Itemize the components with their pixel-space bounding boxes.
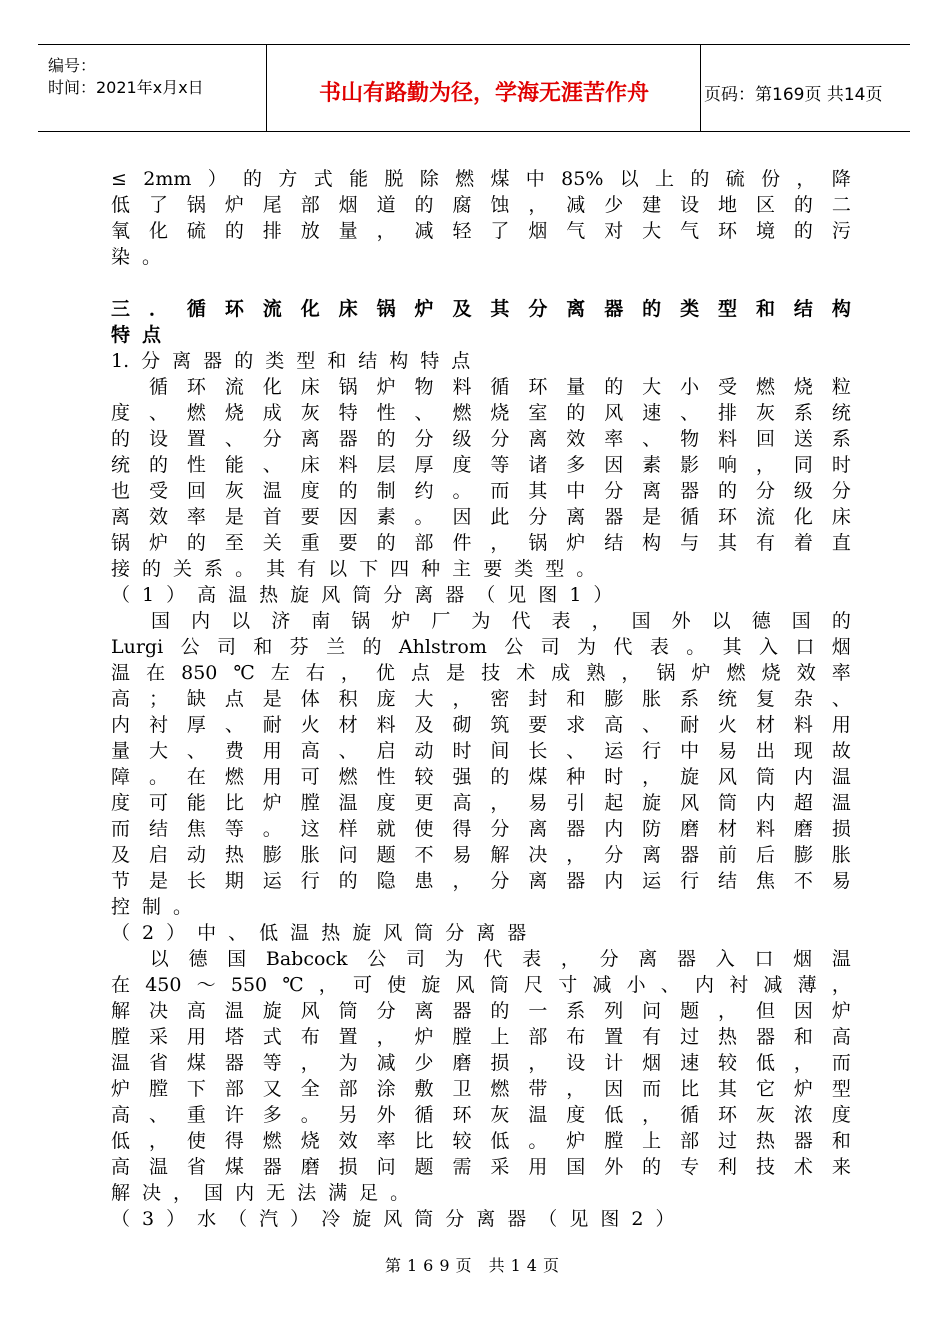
- header-page-label: 页码：第169页 共14页: [704, 85, 883, 105]
- text-line: 循 环 流 化 床 锅 炉 物 料 循 环 量 的 大 小 受 燃 烧 粒: [148, 376, 851, 398]
- text-line: 在 450 ～ 550 ℃ ， 可 使 旋 风 筒 尺 寸 减 小 、 内 衬 减 薄 ，: [111, 974, 851, 996]
- text-line: 1. 分 离 器 的 类 型 和 结 构 特 点: [111, 350, 471, 372]
- text-line: 高 温 省 煤 器 磨 损 问 题 需 采 用 国 外 的 专 利 技 术 来: [111, 1156, 851, 1178]
- text-line: 低 ， 使 得 燃 烧 效 率 比 较 低 。 炉 膛 上 部 过 热 器 和: [111, 1130, 851, 1152]
- text-line: 接 的 关 系 。 其 有 以 下 四 种 主 要 类 型 。: [111, 558, 596, 580]
- text-line: 也 受 回 灰 温 度 的 制 约 。 而 其 中 分 离 器 的 分 级 分: [111, 480, 851, 502]
- text-line: （ 2 ） 中 、 低 温 热 旋 风 筒 分 离 器: [111, 922, 527, 944]
- text-line: 温 省 煤 器 等 ， 为 减 少 磨 损 ， 设 计 烟 速 较 低 ， 而: [111, 1052, 851, 1074]
- header-divider: [700, 45, 701, 131]
- text-line: Lurgi 公 司 和 芬 兰 的 Ahlstrom 公 司 为 代 表 。 其 入 口 烟: [111, 636, 851, 658]
- text-line: 膛 采 用 塔 式 布 置 ， 炉 膛 上 部 布 置 有 过 热 器 和 高: [111, 1026, 851, 1048]
- text-line: 障 。 在 燃 用 可 燃 性 较 强 的 煤 种 时 ， 旋 风 筒 内 温: [111, 766, 851, 788]
- text-line: 染 。: [111, 246, 162, 268]
- text-line: 高 、 重 许 多 。 另 外 循 环 灰 温 度 低 ， 循 环 灰 浓 度: [111, 1104, 851, 1126]
- text-line: 氧 化 硫 的 排 放 量 ， 减 轻 了 烟 气 对 大 气 环 境 的 污: [111, 220, 851, 242]
- text-line: 统 的 性 能 、 床 料 层 厚 度 等 诸 多 因 素 影 响 ， 同 时: [111, 454, 851, 476]
- text-line: （ 1 ） 高 温 热 旋 风 筒 分 离 器 （ 见 图 1 ）: [111, 584, 613, 606]
- header-meta: [48, 55, 204, 99]
- text-line: ≤ 2mm ） 的 方 式 能 脱 除 燃 煤 中 85% 以 上 的 硫 份 ， 降: [111, 168, 851, 190]
- text-line: 离 效 率 是 首 要 因 素 。 因 此 分 离 器 是 循 环 流 化 床: [111, 506, 851, 528]
- text-line: 解 决 ， 国 内 无 法 满 足 。: [111, 1182, 410, 1204]
- text-line: （ 3 ） 水 （ 汽 ） 冷 旋 风 筒 分 离 器 （ 见 图 2 ）: [111, 1208, 675, 1230]
- text-line: 量 大 、 费 用 高 、 启 动 时 间 长 、 运 行 中 易 出 现 故: [111, 740, 851, 762]
- text-line: 控 制 。: [111, 896, 193, 918]
- page-header: [38, 44, 910, 132]
- text-line: 高 ； 缺 点 是 体 积 庞 大 ， 密 封 和 膨 胀 系 统 复 杂 、: [111, 688, 851, 710]
- text-line: 以 德 国 Babcock 公 司 为 代 表 ， 分 离 器 入 口 烟 温: [149, 948, 851, 970]
- header-slogan: 书山有路勤为径，学海无涯苦作舟: [318, 81, 649, 106]
- text-line: 节 是 长 期 运 行 的 隐 患 ， 分 离 器 内 运 行 结 焦 不 易: [111, 870, 851, 892]
- document-body: [111, 166, 851, 1232]
- text-line: 炉 膛 下 部 又 全 部 涂 敷 卫 燃 带 ， 因 而 比 其 它 炉 型: [111, 1078, 851, 1100]
- text-line: 低 了 锅 炉 尾 部 烟 道 的 腐 蚀 ， 减 少 建 设 地 区 的 二: [111, 194, 851, 216]
- document-number-label: 编号：: [48, 56, 97, 75]
- text-line: 度 、 燃 烧 成 灰 特 性 、 燃 烧 室 的 风 速 、 排 灰 系 统: [111, 402, 851, 424]
- text-line: 及 启 动 热 膨 胀 问 题 不 易 解 决 ， 分 离 器 前 后 膨 胀: [111, 844, 851, 866]
- text-line: 温 在 850 ℃ 左 右 ， 优 点 是 技 术 成 熟 ， 锅 炉 燃 烧 效 率: [111, 662, 851, 684]
- header-divider: [266, 45, 267, 131]
- text-line: 而 结 焦 等 。 这 样 就 使 得 分 离 器 内 防 磨 材 料 磨 损: [111, 818, 851, 840]
- text-line: 的 设 置 、 分 离 器 的 分 级 分 离 效 率 、 物 料 回 送 系: [111, 428, 851, 450]
- text-line: 国 内 以 济 南 锅 炉 厂 为 代 表 ， 国 外 以 德 国 的: [151, 610, 851, 632]
- document-time-label: 时间：2021年x月x日: [48, 78, 204, 97]
- paragraph-gap: [111, 270, 851, 296]
- text-line: 解 决 高 温 旋 风 筒 分 离 器 的 一 系 列 问 题 ， 但 因 炉: [111, 1000, 851, 1022]
- text-line: 内 衬 厚 、 耐 火 材 料 及 砌 筑 要 求 高 、 耐 火 材 料 用: [111, 714, 851, 736]
- text-line: 三 ． 循 环 流 化 床 锅 炉 及 其 分 离 器 的 类 型 和 结 构: [111, 298, 851, 320]
- text-line: 锅 炉 的 至 关 重 要 的 部 件 ， 锅 炉 结 构 与 其 有 着 直: [111, 532, 851, 554]
- text-line: 度 可 能 比 炉 膛 温 度 更 高 ， 易 引 起 旋 风 筒 内 超 温: [111, 792, 851, 814]
- page-footer: 第169页 共14页: [385, 1256, 565, 1275]
- text-line: 特 点: [111, 324, 162, 346]
